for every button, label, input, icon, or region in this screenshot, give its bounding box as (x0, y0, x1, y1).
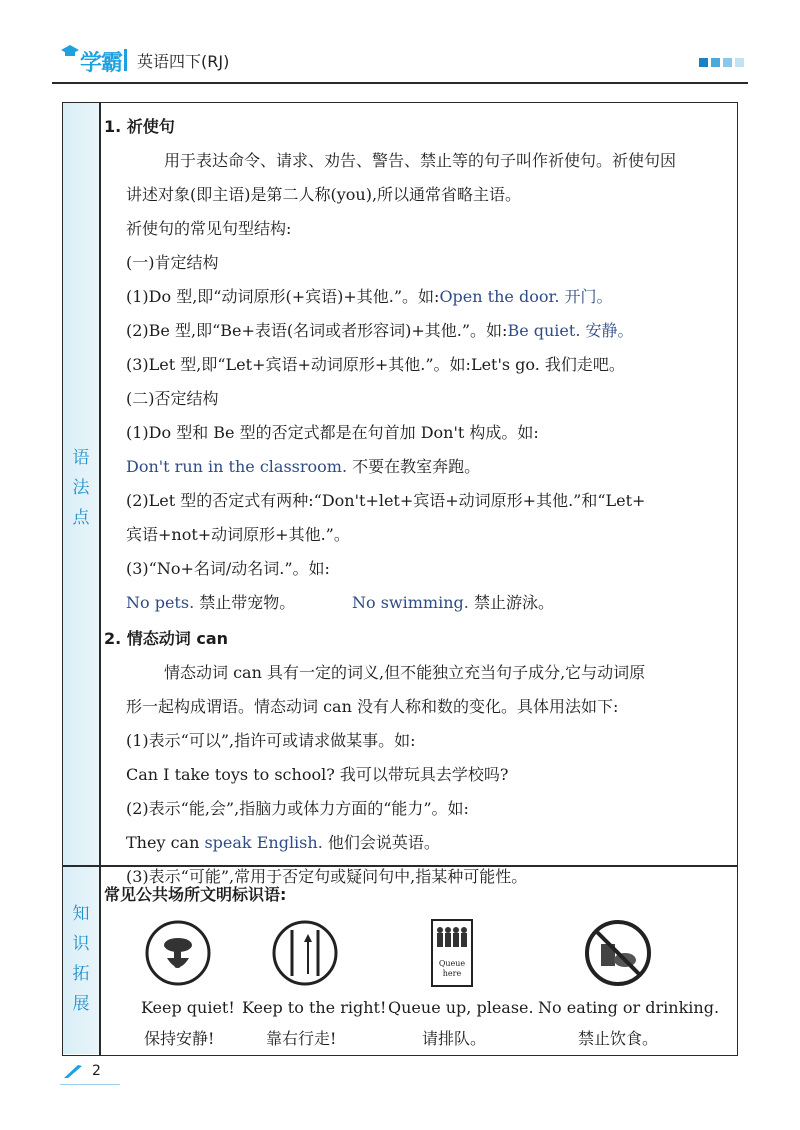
example-line: No swimming. 禁止游泳。 (352, 593, 554, 612)
subheading: (一)肯定结构 (126, 253, 219, 272)
sign-caption-en: No eating or drinking. (538, 998, 720, 1017)
sidebar-char: 识 (72, 934, 90, 954)
paragraph: 讲述对象(即主语)是第二人称(you),所以通常省略主语。 (126, 185, 522, 204)
sidebar-char: 语 (72, 448, 90, 468)
rule-line: 宾语+not+动词原形+其他.”。 (126, 525, 350, 544)
sidebar-char: 拓 (72, 964, 90, 984)
content-panel (62, 102, 738, 1056)
page-number: 2 (92, 1063, 101, 1079)
rule-line: (3)“No+名词/动名词.”。如: (126, 559, 330, 578)
svg-text:Queue: Queue (438, 959, 466, 968)
header-rule (52, 82, 748, 84)
pencil-icon (62, 1064, 84, 1080)
paragraph: 形一起构成谓语。情态动词 can 没有人称和数的变化。具体用法如下: (126, 697, 619, 716)
logo-text: 学霸 (80, 51, 123, 76)
example-line: No pets. 禁止带宠物。 (126, 593, 296, 612)
rule-line: (1)表示“可以”,指许可或请求做某事。如: (126, 731, 416, 750)
logo (60, 42, 130, 78)
paragraph: 情态动词 can 具有一定的词义,但不能独立充当句子成分,它与动词原 (164, 663, 646, 682)
book-title: 英语四下(RJ) (137, 52, 230, 71)
example: Be quiet. 安静。 (507, 321, 634, 340)
example: Open the door. 开门。 (439, 287, 613, 306)
sign-caption-zh: 请排队。 (422, 1029, 487, 1048)
rule-line: (2)表示“能,会”,指脑力或体力方面的“能力”。如: (126, 799, 469, 818)
rule-line: (1)Do 型和 Be 型的否定式都是在句首加 Don't 构成。如: (126, 423, 539, 442)
subheading: (二)否定结构 (126, 389, 219, 408)
sidebar-label-extension (63, 899, 99, 1019)
rule-line: (3)表示“可能”,常用于否定句或疑问句中,指某种可能性。 (126, 867, 528, 886)
section-title-modal: 2. 情态动词 can (104, 629, 229, 648)
sign-caption-en: Keep to the right! (242, 998, 387, 1017)
sidebar-char: 法 (72, 478, 90, 498)
sidebar-char: 点 (72, 508, 90, 528)
sign-caption-zh: 靠右行走! (266, 1029, 337, 1048)
sidebar-divider (99, 103, 101, 1055)
paragraph: 用于表达命令、请求、劝告、警告、禁止等的句子叫作祈使句。祈使句因 (164, 151, 677, 170)
example-line: Can I take toys to school? 我可以带玩具去学校吗? (126, 765, 509, 784)
sign-caption-en: Keep quiet! (141, 998, 235, 1017)
example-line: Don't run in the classroom. 不要在教室奔跑。 (126, 457, 481, 476)
no-eating-sign-icon (583, 918, 653, 988)
sign-caption-en: Queue up, please. (388, 998, 534, 1017)
sidebar-char: 展 (72, 994, 90, 1014)
quiet-sign-icon (143, 918, 213, 988)
svg-text:here: here (442, 969, 462, 978)
rule-line: (3)Let 型,即“Let+宾语+动词原形+其他.”。如:Let's go. 我们走吧。 (126, 355, 625, 374)
header-divider (124, 49, 127, 71)
rule-line: (2)Let 型的否定式有两种:“Don't+let+宾语+动词原形+其他.”和“Let+ (126, 491, 646, 510)
extension-title: 常见公共场所文明标识语: (104, 885, 287, 904)
footer-rule (60, 1084, 120, 1085)
page-header (52, 40, 748, 84)
sign-caption-zh: 禁止饮食。 (578, 1029, 659, 1048)
queue-sign-icon (430, 918, 474, 988)
sign-caption-zh: 保持安静! (144, 1029, 215, 1048)
sidebar-label-grammar (63, 443, 99, 533)
paragraph: 祈使句的常见句型结构: (126, 219, 292, 238)
sidebar-char: 知 (72, 904, 90, 924)
rule-line: (2)Be 型,即“Be+表语(名词或者形容词)+其他.”。如:Be quiet. 安静。 (126, 321, 634, 340)
example-line: They can speak English. 他们会说英语。 (126, 833, 440, 852)
section-title-imperative: 1. 祈使句 (104, 117, 175, 136)
header-squares (699, 58, 744, 67)
keep-right-sign-icon (270, 918, 340, 988)
graduation-cap-icon (60, 44, 80, 60)
rule-line: (1)Do 型,即“动词原形(+宾语)+其他.”。如:Open the door. 开门。 (126, 287, 613, 306)
